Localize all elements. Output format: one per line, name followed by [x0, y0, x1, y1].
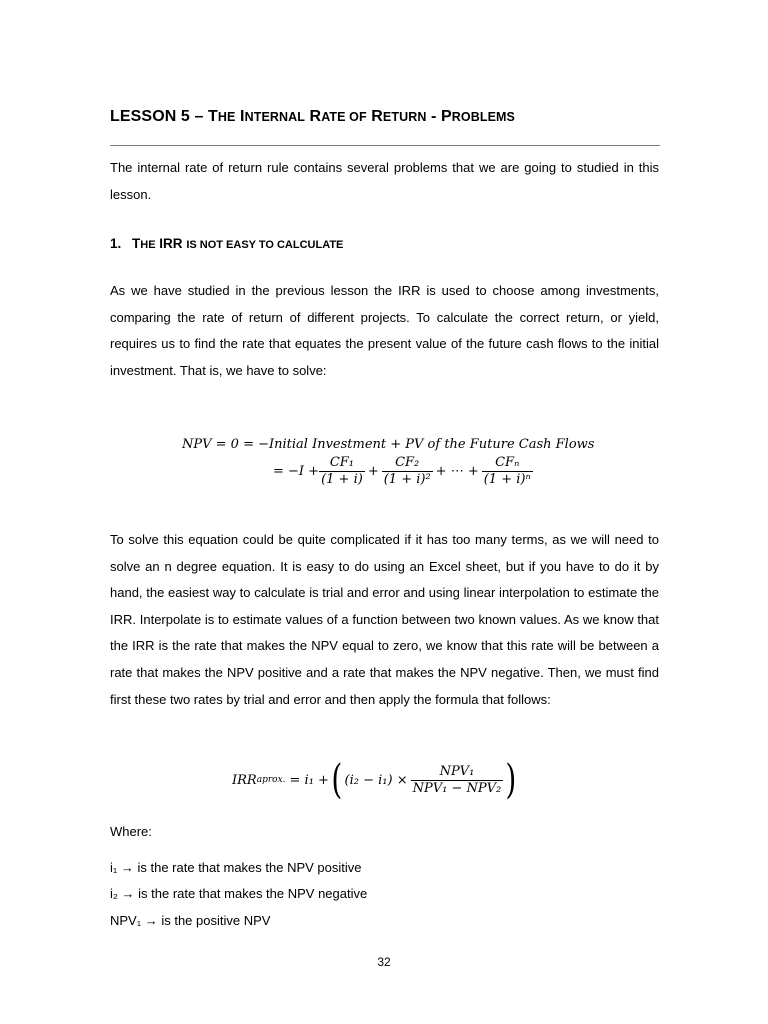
frac-num: CFₙ [482, 455, 533, 472]
heading-part: HE [140, 239, 156, 251]
frac-den: (1 + i) [321, 472, 363, 487]
fraction-term-1 [319, 455, 365, 488]
lesson-title [110, 108, 660, 126]
section-number: 1. [110, 236, 122, 251]
eq-dots: + ⋯ + [435, 464, 479, 479]
frac-den: NPV₁ − NPV₂ [412, 780, 502, 796]
eq-plus: + [367, 464, 379, 479]
fraction-term-2 [382, 455, 433, 488]
page-number: 32 [377, 955, 391, 969]
eq-lhs-sub: aprox. [256, 775, 286, 785]
title-lesson: LESSON 5 – T [110, 108, 218, 125]
definition-npv1: NPV₁ → is the positive NPV [110, 913, 271, 928]
title-part: R [309, 108, 322, 125]
paragraph-1: As we have studied in the previous lesson the IRR is used to choose among investments, comparing the rate of return of different projects. To calculate the correct return, or yield, requires us to find the rate that equates the present value of the future cash flows to the initial investment. That is, we have to solve: [110, 283, 659, 378]
title-part: ETURN [382, 110, 427, 124]
heading-part: T [132, 236, 141, 251]
eq-rhs: = i₁ + [289, 772, 329, 788]
where-label: Where: [110, 824, 152, 839]
title-part: I [240, 108, 245, 125]
title-part: R [371, 108, 383, 125]
npv-equation-line2 [273, 455, 533, 488]
big-open-paren: ( [331, 757, 343, 803]
title-part: ROBLEMS [451, 110, 515, 124]
frac-num: CF₂ [382, 455, 433, 472]
definition-i1: i₁ → is the rate that makes the NPV positive [110, 860, 362, 875]
irr-approx-equation [232, 757, 519, 803]
section-heading-1 [110, 236, 660, 251]
frac-den: (1 + i)ⁿ [483, 472, 531, 487]
title-part: P [441, 108, 452, 125]
frac-num: NPV₁ [411, 764, 504, 781]
big-close-paren: ) [505, 757, 517, 803]
frac-num: CF₁ [319, 455, 365, 472]
heading-part: IS NOT EASY TO CALCULATE [186, 239, 344, 251]
frac-den: (1 + i)² [383, 472, 431, 487]
title-part: NTERNAL [244, 110, 305, 124]
npv-equation-line1: NPV = 0 = −Initial Investment + PV of the Future Cash Flows [182, 437, 595, 452]
title-part: - [426, 108, 442, 125]
eq-inner: (i₂ − i₁) × [344, 772, 408, 788]
title-part: ATE OF [321, 110, 367, 124]
definition-i2: i₂ → is the rate that makes the NPV negative [110, 886, 368, 901]
title-divider [110, 145, 660, 146]
paragraph-2: To solve this equation could be quite complicated if it has too many terms, as we will need to solve an n degree equation. It is easy to do using an Excel sheet, but if you have to do it by hand, the easiest way to calculate is trial and error and using linear interpolation to estimate the IRR. Interpolate is to estimate values of a function between two known values. As we know that the IRR is the rate that makes the NPV equal to zero, we know that this rate will be between a rate that makes the NPV positive and a rate that makes the NPV negative. Then, we must find first these two rates by trial and error and then apply the formula that follows: [110, 532, 659, 707]
eq-lhs: IRR [232, 772, 257, 788]
title-part: HE [217, 110, 236, 124]
eq-lead: = −I + [273, 464, 320, 479]
npv-fraction [411, 764, 504, 797]
heading-part: IRR [159, 236, 183, 251]
intro-paragraph: The internal rate of return rule contains several problems that we are going to studied in this lesson. [110, 160, 659, 202]
fraction-term-n [482, 455, 533, 488]
